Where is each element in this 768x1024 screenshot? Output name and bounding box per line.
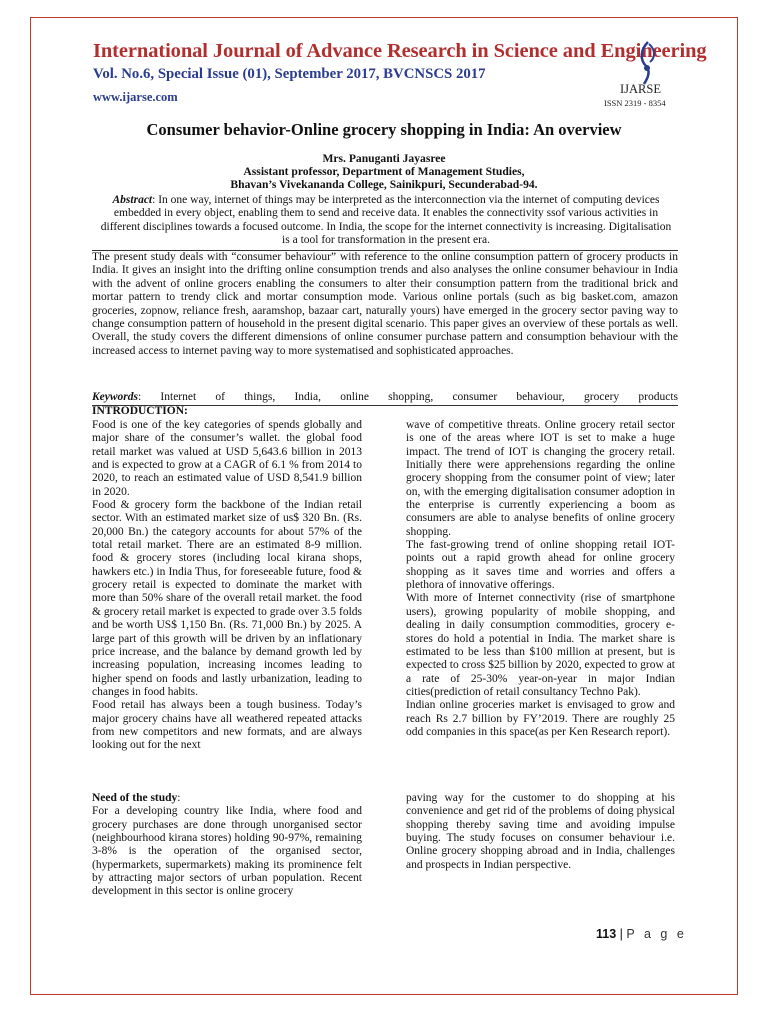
need-left-column	[92, 792, 362, 899]
need-right-column	[406, 792, 675, 872]
page-label: P a g e	[626, 927, 687, 941]
paragraph: For a developing country like India, where food and grocery purchases are done through unorganised sector (neighbourhood kirana stores) holding 90-97%, remaining 3-8% is the operation of the organised sector, (hypermarkets, supermarkets) making its prominence felt by attracting major sectors of urban population. Recent development in this sector is online grocery	[92, 805, 362, 898]
logo-name: IJARSE	[620, 82, 661, 96]
paragraph: The fast-growing trend of online shopping retail IOT- points out a rapid growth ahead for online grocery shopping as it saves time and worries and offers a plethora of innovative offerings.	[406, 539, 675, 592]
intro-heading: INTRODUCTION:	[92, 405, 188, 417]
paragraph: paving way for the customer to do shopping at his convenience and get rid of the problems of doing physical shopping thereby saving time and avoiding impulse buying. The study focuses on consumer behaviour i.e. Online grocery shopping abroad and in India, challenges and prospects in Indian perspective.	[406, 792, 675, 871]
abstract-label: Abstract	[112, 194, 153, 206]
abstract-text: : In one way, internet of things may be interpreted as the interconnection via the internet of computing devices embedded in every object, enabling them to send and receive data. It enables the connectivity ssof various activities in different disciplines towards a focused outcome. In India, the scope for the internet connectivity is increasing. Digitalisation is a tool for transformation in the present era.	[100, 194, 672, 247]
intro-right-column	[406, 419, 675, 739]
paragraph: Food is one of the key categories of spends globally and major share of the consumer’s wallet. the global food retail market was valued at USD 5,643.6 billion in 2013 and is expected to grow at a CAGR of 6.1 % from 2014 to 2020, to reach an estimated value of USD 8,541.9 billion in 2020.	[92, 419, 362, 498]
abstract	[96, 194, 676, 248]
author-block	[0, 152, 768, 191]
intro-left-column	[92, 419, 362, 753]
keywords-label: Keywords	[92, 391, 138, 403]
page-number	[596, 927, 687, 941]
paragraph: Food & grocery form the backbone of the Indian retail sector. With an estimated market size of us$ 320 Bn. (Rs. 20,000 Bn.) the category accounts for about 57% of the total retail market. There are an estimated 8-9 million. food & grocery stores (including local kirana shops, hawkers etc.) in India Thus, for foreseeable future, food & grocery retail is expected to dominate the market with more than 50% share of the overall retail market. the food & grocery retail market is expected to grade over 3.5 folds and be worth US$ 1,150 Bn. (Rs. 71,000 Bn.) by 2025. A large part of this growth will be driven by an inflationary price increase, and the balance by demand growth led by increasing population, increasing incomes leading to higher spend on foods and lastly urbanization, leading to changes in food habits.	[92, 499, 362, 698]
author-affiliation: Bhavan’s Vivekananda College, Sainikpuri, Secunderabad-94.	[230, 178, 538, 191]
author-name: Mrs. Panuganti Jayasree	[322, 152, 446, 165]
issn: ISSN 2319 - 8354	[604, 98, 666, 108]
keywords-text: : Internet of things, India, online shopping, consumer behaviour, grocery products	[138, 391, 678, 403]
paragraph: Food retail has always been a tough business. Today’s major grocery chains have all weathered repeated attacks from new competitors and new formats, and are always looking out for the next	[92, 699, 362, 752]
paragraph: Indian online groceries market is envisaged to grow and reach Rs 2.7 billion by FY’2019. There are roughly 25 odd companies in this space(as per Ken Research report).	[406, 699, 675, 738]
journal-title: International Journal of Advance Research in Science and Engineering	[93, 40, 707, 62]
keywords	[92, 391, 678, 404]
need-heading-suffix: :	[177, 792, 181, 804]
journal-logo-icon	[618, 38, 678, 88]
author-designation: Assistant professor, Department of Management Studies,	[243, 165, 525, 178]
need-heading: Need of the study	[92, 792, 178, 804]
page-separator: |	[619, 927, 623, 941]
paragraph: wave of competitive threats. Online grocery retail sector is one of the areas where IOT is set to make a huge impact. The trend of IOT is changing the grocery retail. Initially there were apprehensions regarding the online grocery shopping from the consumer point of view; later on, with the emerging digitalisation consumer adoption in the enterprise is currently experiencing a boom as consumers are able to analyse benefits of online grocery shopping.	[406, 419, 675, 538]
volume-line: Vol. No.6, Special Issue (01), September 2017, BVCNSCS 2017	[93, 66, 486, 82]
page-number-value: 113	[596, 927, 617, 941]
paper-title: Consumer behavior-Online grocery shopping in India: An overview	[146, 120, 622, 139]
abstract-continued: The present study deals with “consumer behaviour” with reference to the online consumption pattern of grocery products in India. It gives an insight into the drifting online consumption trends and also analyses the online consumer behaviour in India with the advent of online grocers enabling the consumers to alter their consumption pattern from the traditional brick and mortar pattern to trendy click and mortar consumption mode. Various online portals (such as big basket.com, amazon groceries, zopnow, reliance fresh, aaramshop, bazaar cart, naturally yours) have emerged in the grocery sector paving way to change consumption pattern of household in the present digital scenario. This paper gives an overview of these portals as well. Overall, the study covers the different dimensions of online consumer purchase pattern and consumption behaviour with the increased access to internet paving way to more systematised and sophisticated approaches.	[92, 251, 678, 357]
paragraph: With more of Internet connectivity (rise of smartphone users), growing popularity of mobile shopping, and dealing in daily consumption commodities, grocery e-stores do hold a potential in India. The market share is estimated to be less than $100 million at present, but is expected to cross $25 billion by 2020, expected to grow at a rate of 25-30% year-on-year in major Indian cities(prediction of retail consultancy Techno Pak).	[406, 592, 675, 698]
journal-url[interactable]: www.ijarse.com	[93, 90, 178, 104]
